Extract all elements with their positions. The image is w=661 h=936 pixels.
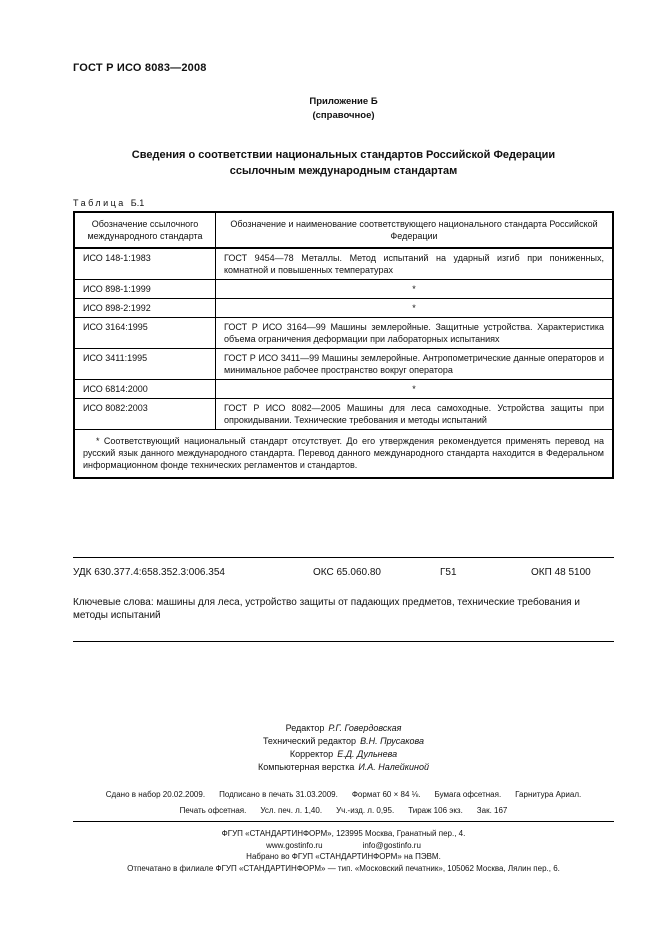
- national-cell: *: [216, 380, 614, 399]
- section-title-line1: Сведения о соответствии национальных стандартов Российской Федерации: [131, 149, 556, 161]
- imprint-item: Печать офсетная.: [179, 806, 247, 815]
- table-header-row: [74, 212, 613, 248]
- imprint-item: Зак. 167: [476, 806, 508, 815]
- table-caption-number: Б.1: [130, 198, 145, 208]
- group-code: Г51: [440, 567, 457, 578]
- table-header-national: Обозначение и наименование соответствующего национального стандарта Российской Федерации: [216, 212, 614, 248]
- publisher-email: info@gostinfo.ru: [362, 840, 421, 850]
- section-title: [73, 147, 614, 179]
- imprint-line: [73, 803, 614, 819]
- imprint-item: Формат 60 × 84 ⅛.: [351, 790, 421, 799]
- national-cell: *: [216, 280, 614, 299]
- table-row: [74, 299, 613, 318]
- imprint-item: Уч.-изд. л. 0,95.: [336, 806, 395, 815]
- divider-rule-keywords: [73, 641, 614, 642]
- table-header-ref: Обозначение ссылочного международного стандарта: [74, 212, 216, 248]
- publisher-block: [73, 828, 614, 874]
- table-row: [74, 349, 613, 380]
- table-caption: [73, 198, 614, 208]
- doc-code: ГОСТ Р ИСО 8083—2008: [73, 62, 207, 74]
- table-row: [74, 280, 613, 299]
- keywords-text: Ключевые слова: машины для леса, устройство защиты от падающих предметов, технические требования и методы испытаний: [73, 597, 580, 621]
- credit-name: В.Н. Прусакова: [360, 736, 425, 746]
- ref-cell: ИСО 6814:2000: [74, 380, 216, 399]
- imprint-item: Тираж 106 экз.: [408, 806, 463, 815]
- divider-rule-top: [73, 557, 614, 558]
- print-note: Отпечатано в филиале ФГУП «СТАНДАРТИНФОРМ» — тип. «Московский печатник», 105062 Москва, Лялин пер., 6.: [127, 863, 560, 873]
- credit-name: Р.Г. Говердовская: [328, 723, 402, 733]
- imprint-item: Подписано в печать 31.03.2009.: [219, 790, 338, 799]
- annex-heading: [73, 95, 614, 123]
- imprint-item: Усл. печ. л. 1,40.: [260, 806, 323, 815]
- table-row: [74, 318, 613, 349]
- typeset-note: Набрано во ФГУП «СТАНДАРТИНФОРМ» на ПЭВМ.: [246, 852, 441, 861]
- imprint-item: Гарнитура Ариал.: [515, 790, 582, 799]
- imprint-block: [73, 787, 614, 819]
- page-content: [73, 0, 614, 874]
- table-row: [74, 248, 613, 280]
- annex-subtitle: (справочное): [312, 110, 375, 121]
- ref-cell: ИСО 898-1:1999: [74, 280, 216, 299]
- credit-line: [73, 748, 614, 761]
- credit-line: [73, 735, 614, 748]
- credit-role: Редактор: [285, 723, 325, 733]
- publisher-website: www.gostinfo.ru: [266, 840, 323, 850]
- udk-code: УДК 630.377.4:658.352.3:006.354: [73, 567, 225, 578]
- imprint-item: Сдано в набор 20.02.2009.: [105, 790, 206, 799]
- divider-rule-imprint: [73, 821, 614, 822]
- table-row: [74, 380, 613, 399]
- credit-line: [73, 722, 614, 735]
- ref-cell: ИСО 148-1:1983: [74, 248, 216, 280]
- credits-block: [73, 722, 614, 774]
- imprint-line: [73, 787, 614, 803]
- national-cell: ГОСТ Р ИСО 3164—99 Машины землеройные. Защитные устройства. Характеристика объема ограничения деформации при лабораторных испытаниях: [216, 318, 614, 349]
- national-cell: ГОСТ Р ИСО 3411—99 Машины землеройные. Антропометрические данные операторов и минимальное рабочее пространство вокруг оператора: [216, 349, 614, 380]
- section-title-line2: ссылочным международным стандартам: [229, 165, 458, 177]
- imprint-item: Бумага офсетная.: [434, 790, 502, 799]
- credit-role: Компьютерная верстка: [257, 762, 355, 772]
- okp-code: ОКП 48 5100: [531, 567, 591, 578]
- publisher-address: ФГУП «СТАНДАРТИНФОРМ», 123995 Москва, Гранатный пер., 4.: [221, 829, 466, 838]
- oks-code: ОКС 65.060.80: [313, 567, 381, 578]
- table-row: [74, 399, 613, 430]
- national-cell: ГОСТ Р ИСО 8082—2005 Машины для леса самоходные. Устройства защиты при опрокидывании. Технические требования и методы испытаний: [216, 399, 614, 430]
- table-footnote: * Соответствующий национальный стандарт отсутствует. До его утверждения рекомендуется применять перевод на русский язык данного международного стандарта. Перевод данного международного стандарта находится в Федеральном информационном фонде технических регламентов и стандартов.: [74, 430, 613, 479]
- national-cell: ГОСТ 9454—78 Металлы. Метод испытаний на ударный изгиб при пониженных, комнатной и повышенных температурах: [216, 248, 614, 280]
- credit-role: Корректор: [289, 749, 334, 759]
- annex-title: Приложение Б: [309, 96, 378, 107]
- credit-line: [73, 761, 614, 774]
- publisher-contacts: [73, 840, 614, 852]
- credit-role: Технический редактор: [262, 736, 357, 746]
- table-caption-word: Таблица: [73, 198, 126, 208]
- classification-codes-row: [73, 567, 614, 580]
- credit-name: И.А. Налейкиной: [358, 762, 430, 772]
- ref-cell: ИСО 3164:1995: [74, 318, 216, 349]
- ref-cell: ИСО 3411:1995: [74, 349, 216, 380]
- standards-correspondence-table: [73, 211, 614, 479]
- ref-cell: ИСО 8082:2003: [74, 399, 216, 430]
- national-cell: *: [216, 299, 614, 318]
- table-footnote-row: [74, 430, 613, 479]
- ref-cell: ИСО 898-2:1992: [74, 299, 216, 318]
- credit-name: Е.Д. Дульнева: [337, 749, 398, 759]
